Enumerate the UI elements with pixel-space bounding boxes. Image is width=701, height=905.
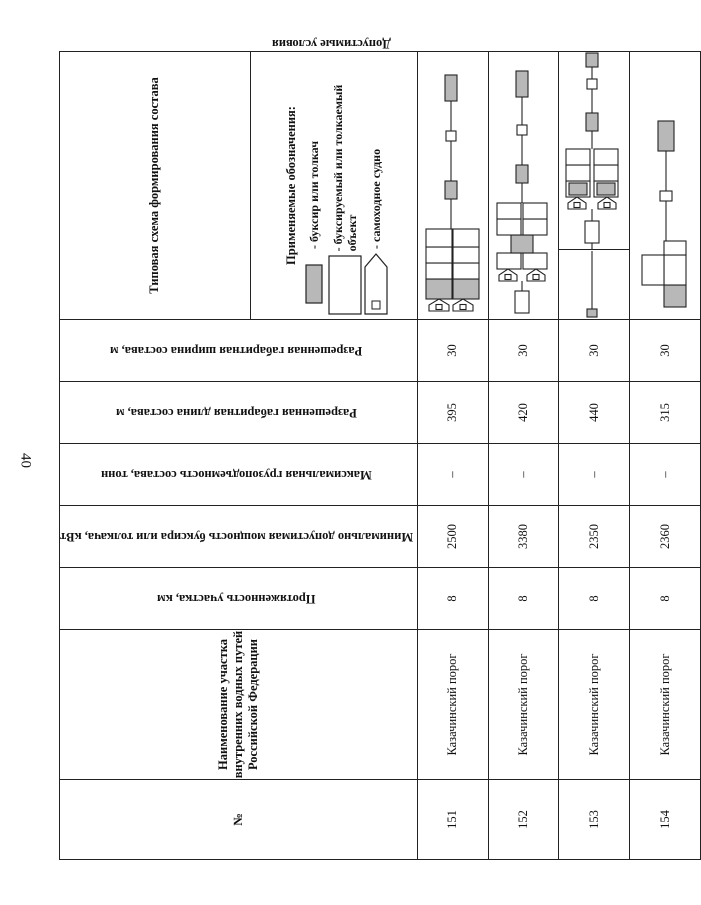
cell-no: 151 bbox=[417, 780, 488, 860]
cell-capacity: – bbox=[559, 444, 630, 506]
cell-name: Казачинский порог bbox=[417, 630, 488, 780]
cell-name: Казачинский порог bbox=[630, 630, 701, 780]
header-name: Наименование участка внутренних водных путей Российской Федерации bbox=[60, 630, 418, 780]
cell-name: Казачинский порог bbox=[559, 630, 630, 780]
table-row bbox=[630, 51, 701, 859]
header-length: Протяженность участка, км bbox=[60, 568, 418, 630]
rotated-table-container bbox=[59, 36, 672, 860]
barge-icon bbox=[328, 255, 362, 315]
cell-allowed-width: 30 bbox=[559, 320, 630, 382]
convoy-scheme-153-right bbox=[559, 51, 630, 249]
header-allowed-length: Разрешенная габаритная длина состава, м bbox=[60, 382, 418, 444]
convoy-diagram bbox=[630, 51, 696, 319]
cell-capacity: – bbox=[630, 444, 701, 506]
cell-power: 2500 bbox=[417, 506, 488, 568]
legend-title: Применяемые обозначения: bbox=[284, 106, 299, 265]
cell-length: 8 bbox=[417, 568, 488, 630]
cell-no: 153 bbox=[559, 780, 630, 860]
header-scheme: Типовая схема формирования состава bbox=[60, 51, 251, 319]
convoy-diagram bbox=[418, 51, 484, 319]
table-row bbox=[417, 51, 488, 859]
convoy-table: № Наименование участка внутренних водных путей Российской Федерации Протяженность участка, км Минимально допустимая мощность буксира или толкача, кВт Максимальная грузоподъемность состава, тонн Разрешенная габаритная длина состава, м Разрешенная габаритная ширина состава, м Типовая схема формирования состава Применяемые обозначения: - буксир или толкач - буксируемый или толкаемый объект - самоходное судно Допустимые условия 151 Казачинский порог 8 2500 – 395 30 152 Казачинский порог 8 3380 – 420 30 153 Казачинский порог 8 2350 – 440 30 154 Казачинский порог 8 2360 – 315 30 bbox=[59, 51, 701, 860]
header-power: Минимально допустимая мощность буксира или толкача, кВт bbox=[60, 506, 418, 568]
cell-length: 8 bbox=[488, 568, 559, 630]
cell-allowed-length: 440 bbox=[559, 382, 630, 444]
cell-allowed-length: 315 bbox=[630, 382, 701, 444]
cell-length: 8 bbox=[630, 568, 701, 630]
table-row bbox=[488, 51, 559, 859]
table-row bbox=[559, 51, 630, 859]
convoy-diagram-continuation bbox=[559, 51, 625, 249]
convoy-scheme-153 bbox=[559, 250, 630, 320]
page-number: 40 bbox=[17, 453, 34, 468]
convoy-diagram bbox=[559, 249, 625, 319]
cell-allowed-width: 30 bbox=[630, 320, 701, 382]
cell-allowed-length: 395 bbox=[417, 382, 488, 444]
cell-allowed-length: 420 bbox=[488, 382, 559, 444]
legend-item-barge: - буксируемый или толкаемый объект bbox=[327, 52, 363, 319]
convoy-scheme-154 bbox=[630, 51, 701, 319]
cell-capacity: – bbox=[488, 444, 559, 506]
cell-power: 3380 bbox=[488, 506, 559, 568]
legend-item-tug: - буксир или толкач bbox=[301, 52, 327, 319]
cell-power: 2350 bbox=[559, 506, 630, 568]
cell-allowed-width: 30 bbox=[488, 320, 559, 382]
header-allowed-width: Разрешенная габаритная ширина состава, м bbox=[60, 320, 418, 382]
cell-power: 2360 bbox=[630, 506, 701, 568]
legend-item-self-propelled: - самоходное судно bbox=[363, 52, 389, 319]
cell-length: 8 bbox=[559, 568, 630, 630]
tug-icon bbox=[305, 264, 323, 304]
legend bbox=[250, 51, 417, 319]
self-propelled-vessel-icon bbox=[364, 253, 388, 315]
header-capacity: Максимальная грузоподъемность состава, тонн bbox=[60, 444, 418, 506]
convoy-scheme-152 bbox=[488, 51, 559, 319]
cell-allowed-width: 30 bbox=[417, 320, 488, 382]
cell-name: Казачинский порог bbox=[488, 630, 559, 780]
cell-capacity: – bbox=[417, 444, 488, 506]
convoy-diagram bbox=[489, 51, 555, 319]
cell-no: 152 bbox=[488, 780, 559, 860]
cell-no: 154 bbox=[630, 780, 701, 860]
convoy-scheme-151 bbox=[417, 51, 488, 319]
header-no: № bbox=[60, 780, 418, 860]
